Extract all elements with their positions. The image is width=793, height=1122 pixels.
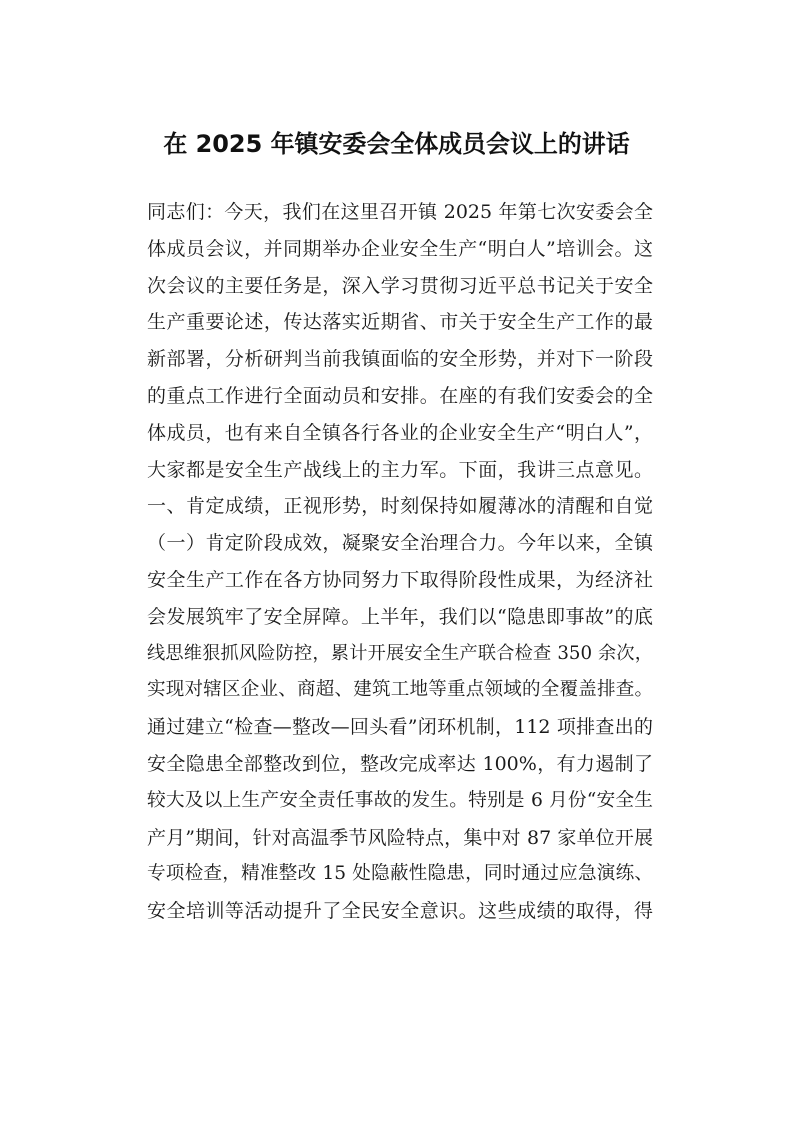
section-heading: 一、肯定成绩，正视形势，时刻保持如履薄冰的清醒和自觉	[147, 495, 653, 518]
body-line: 新部署，分析研判当前我镇面临的安全形势，并对下一阶段	[147, 348, 653, 371]
body-line: 生产重要论述，传达落实近期省、市关于安全生产工作的最	[147, 311, 653, 334]
body-line: （一）肯定阶段成效，凝聚安全治理合力。今年以来，全镇	[147, 532, 653, 555]
body-line: 实现对辖区企业、商超、建筑工地等重点领域的全覆盖排查。	[147, 679, 653, 701]
body-line: 体成员会议，并同期举办企业安全生产“明白人”培训会。这	[147, 237, 653, 260]
document-title: 在 2025 年镇安委会全体成员会议上的讲话	[163, 130, 630, 158]
body-line: 体成员，也有来自全镇各行各业的企业安全生产“明白人”，	[147, 421, 653, 444]
document-body	[147, 194, 653, 930]
body-line: 安全生产工作在各方协同努力下取得阶段性成果，为经济社	[147, 568, 653, 591]
body-line: 安全隐患全部整改到位，整改完成率达 100%，有力遏制了	[147, 752, 653, 775]
body-line: 通过建立“检查—整改—回头看”闭环机制，112 项排查出的	[147, 716, 653, 739]
body-line: 较大及以上生产安全责任事故的发生。特别是 6 月份“安全生	[147, 789, 653, 811]
body-line: 专项检查，精准整改 15 处隐蔽性隐患，同时通过应急演练、	[147, 863, 653, 885]
body-line: 的重点工作进行全面动员和安排。在座的有我们安委会的全	[147, 384, 653, 407]
body-line: 产月”期间，针对高温季节风险特点，集中对 87 家单位开展	[147, 826, 653, 849]
body-line: 大家都是安全生产战线上的主力军。下面，我讲三点意见。	[147, 458, 653, 481]
body-line: 线思维狠抓风险防控，累计开展安全生产联合检查 350 余次，	[147, 642, 653, 664]
body-line: 会发展筑牢了安全屏障。上半年，我们以“隐患即事故”的底	[147, 605, 653, 628]
body-line: 同志们：今天，我们在这里召开镇 2025 年第七次安委会全	[147, 201, 653, 223]
body-line: 安全培训等活动提升了全民安全意识。这些成绩的取得，得	[147, 900, 653, 923]
body-line: 次会议的主要任务是，深入学习贯彻习近平总书记关于安全	[147, 274, 653, 297]
